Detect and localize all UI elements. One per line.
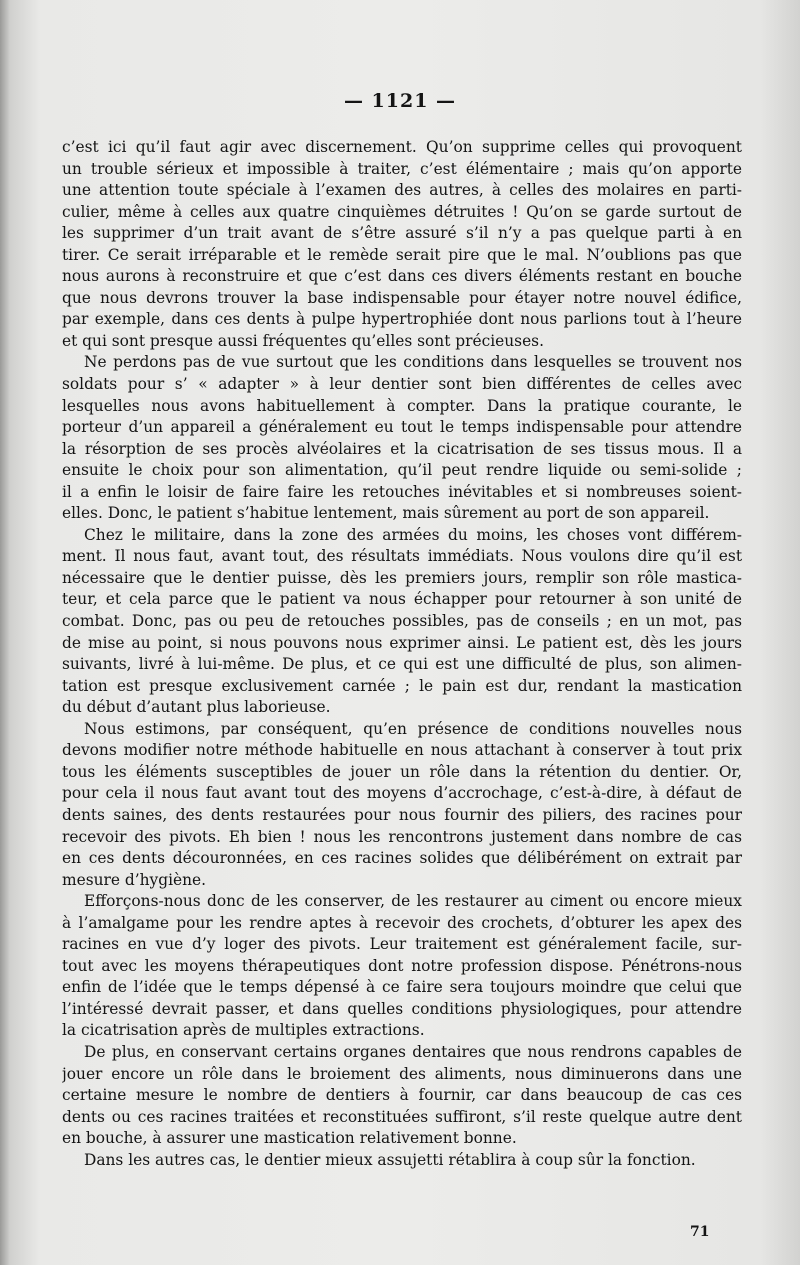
text-line: dents ou ces racines traitées et reconstituées suffiront, s’il reste quelque autre dent <box>62 1107 742 1126</box>
text-line: Nous estimons, par conséquent, qu’en présence de conditions nouvelles nous <box>84 719 742 738</box>
text-line: de mise au point, si nous pouvons nous exprimer ainsi. Le patient est, dès les jours <box>62 633 742 652</box>
text-line: une attention toute spéciale à l’examen des autres, à celles des molaires en parti- <box>62 181 742 200</box>
paragraph <box>62 352 742 524</box>
body-text <box>62 137 742 1171</box>
text-line: pour cela il nous faut avant tout des moyens d’accrochage, c’est-à-dire, à défaut de <box>62 784 742 803</box>
text-line: devons modifier notre méthode habituelle en nous attachant à conserver à tout prix <box>62 741 742 760</box>
text-line: il a enfin le loisir de faire faire les retouches inévitables et si nombreuses soient- <box>62 482 742 501</box>
text-line: l’intéressé devrait passer, et dans quelles conditions physiologiques, pour attendre <box>62 999 742 1018</box>
text-line: c’est ici qu’il faut agir avec discernement. Qu’on supprime celles qui provoquent <box>62 138 742 156</box>
text-line: par exemple, dans ces dents à pulpe hypertrophiée dont nous parlions tout à l’heure <box>62 310 742 329</box>
paragraph <box>62 719 742 891</box>
text-line: teur, et cela parce que le patient va nous échapper pour retourner à son unité de <box>62 590 742 609</box>
text-line: nous aurons à reconstruire et que c’est dans ces divers éléments restant en bouche <box>62 267 742 286</box>
text-line: à l’amalgame pour les rendre aptes à recevoir des crochets, d’obturer les apex des <box>62 913 742 932</box>
signature-mark: 71 <box>690 1224 710 1240</box>
text-line: De plus, en conservant certains organes dentaires que nous rendrons capables de <box>84 1042 742 1061</box>
text-line: en bouche, à assurer une mastication relativement bonne. <box>62 1129 517 1148</box>
text-line: Ne perdons pas de vue surtout que les conditions dans lesquelles se trouvent nos <box>84 353 742 372</box>
paragraph <box>62 525 742 719</box>
text-line: en ces dents découronnées, en ces racines solides que délibérément on extrait par <box>62 849 742 868</box>
text-line: les supprimer d’un trait avant de s’être assuré s’il n’y a pas quelque parti à en <box>62 224 742 243</box>
text-line: racines en vue d’y loger des pivots. Leur traitement est généralement facile, sur- <box>62 935 742 954</box>
text-line: jouer encore un rôle dans le broiement des aliments, nous diminuerons dans une <box>62 1064 742 1083</box>
text-line: elles. Donc, le patient s’habitue lentement, mais sûrement au port de son appareil. <box>62 504 710 523</box>
text-line: la résorption de ses procès alvéolaires et la cicatrisation de ses tissus mous. Il a <box>62 439 742 458</box>
text-line: Efforçons-nous donc de les conserver, de les restaurer au ciment ou encore mieux <box>84 892 742 911</box>
text-line: tout avec les moyens thérapeutiques dont notre profession dispose. Pénétrons-nous <box>62 956 742 975</box>
text-line: Dans les autres cas, le dentier mieux assujetti rétablira à coup sûr la fonction. <box>84 1150 696 1169</box>
paragraph <box>62 1150 742 1172</box>
text-line: Chez le militaire, dans la zone des armées du moins, les choses vont différem- <box>84 525 742 544</box>
text-line: culier, même à celles aux quatre cinquièmes détruites ! Qu’on se garde surtout de <box>62 202 742 221</box>
text-line: soldats pour s’ « adapter » à leur dentier sont bien différentes de celles avec <box>62 375 742 394</box>
text-line: et qui sont presque aussi fréquentes qu’elles sont précieuses. <box>62 331 544 350</box>
paragraph <box>62 137 742 352</box>
text-line: tation est presque exclusivement carnée ; le pain est dur, rendant la mastication <box>62 676 742 695</box>
text-line: la cicatrisation après de multiples extractions. <box>62 1021 425 1040</box>
text-line: ensuite le choix pour son alimentation, qu’il peut rendre liquide ou semi-solide ; <box>62 461 742 480</box>
text-line: lesquelles nous avons habituellement à compter. Dans la pratique courante, le <box>62 396 742 415</box>
text-line: mesure d’hygiène. <box>62 870 207 889</box>
text-line: enfin de l’idée que le temps dépensé à ce faire sera toujours moindre que celui que <box>62 978 742 997</box>
text-line: ment. Il nous faut, avant tout, des résultats immédiats. Nous voulons dire qu’il est <box>62 547 742 566</box>
page-header: — 1121 — <box>343 90 457 112</box>
text-line: nécessaire que le dentier puisse, dès les premiers jours, remplir son rôle mastica- <box>62 568 742 587</box>
text-line: que nous devrons trouver la base indispensable pour étayer notre nouvel édifice, <box>62 288 742 307</box>
text-line: un trouble sérieux et impossible à traiter, c’est élémentaire ; mais qu’on apporte <box>62 159 742 178</box>
text-line: certaine mesure le nombre de dentiers à fournir, car dans beaucoup de cas ces <box>62 1086 742 1105</box>
paragraph <box>62 1042 742 1150</box>
text-line: suivants, livré à lui-même. De plus, et ce qui est une difficulté de plus, son alimen- <box>62 655 742 674</box>
text-line: recevoir des pivots. Eh bien ! nous les rencontrons justement dans nombre de cas <box>62 827 742 846</box>
text-line: combat. Donc, pas ou peu de retouches possibles, pas de conseils ; en un mot, pas <box>62 612 742 631</box>
text-line: du début d’autant plus laborieuse. <box>62 698 331 717</box>
text-line: tous les éléments susceptibles de jouer un rôle dans la rétention du dentier. Or, <box>62 762 742 781</box>
text-line: tirer. Ce serait irréparable et le remède serait pire que le mal. N’oublions pas que <box>62 245 742 264</box>
text-line: dents saines, des dents restaurées pour nous fournir des piliers, des racines pour <box>62 805 742 824</box>
paragraph <box>62 891 742 1042</box>
text-line: porteur d’un appareil a généralement eu tout le temps indispensable pour attendre <box>62 418 742 437</box>
